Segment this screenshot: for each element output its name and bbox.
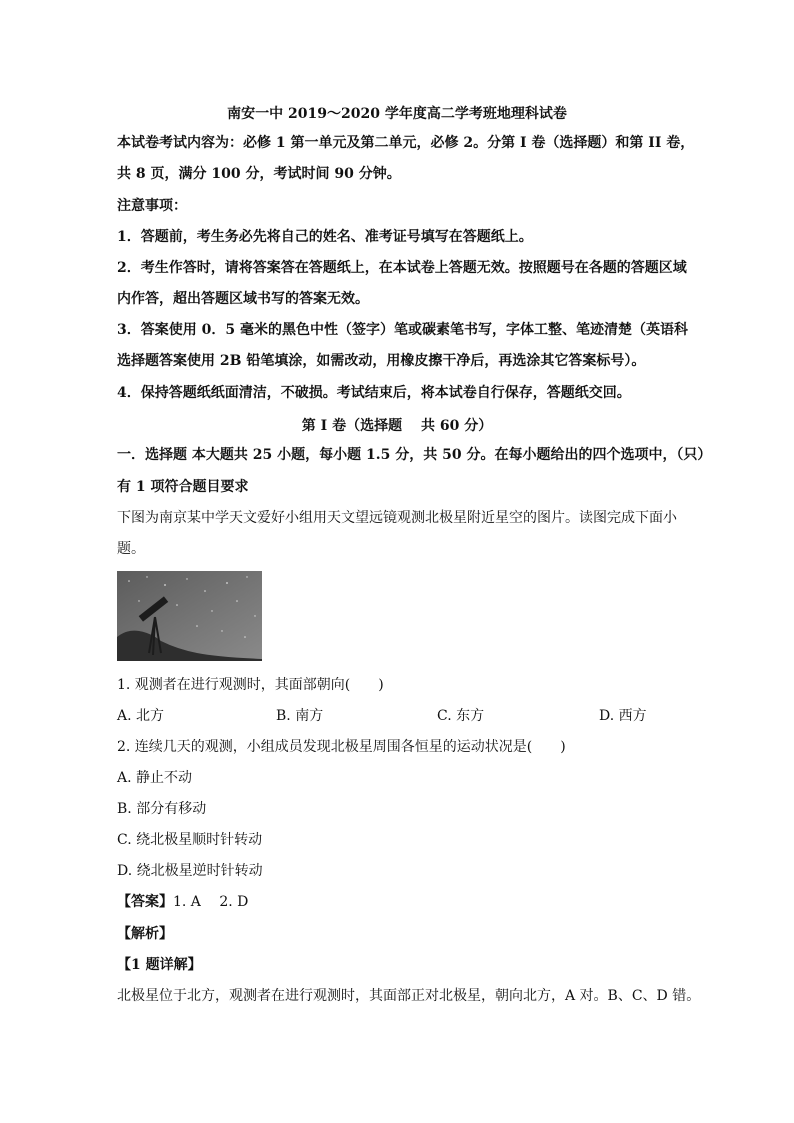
part1-line-1: 一．选择题 本大题共 25 小题，每小题 1.5 分，共 50 分。在每小题给出的四个选项中，（只）	[117, 447, 712, 463]
telescope-night-sky-image	[117, 571, 262, 661]
q1-option-a: A. 北方	[117, 708, 165, 724]
q1-option-b: B. 南方	[276, 708, 324, 724]
detail-heading: 【1 题详解】	[117, 957, 202, 973]
answer-line	[117, 893, 687, 911]
intro-line-2: 共 8 页，满分 100 分，考试时间 90 分钟。	[117, 166, 401, 182]
notes-heading: 注意事项：	[117, 198, 187, 214]
stem-line-1: 下图为南京某中学天文爱好小组用天文望远镜观测北极星附近星空的图片。读图完成下面小	[117, 510, 677, 526]
exam-title: 南安一中 2019～2020 学年度高二学考班地理科试卷	[227, 106, 567, 122]
note-item: 4．保持答题纸纸面清洁，不破损。考试结束后，将本试卷自行保存，答题纸交回。	[117, 385, 631, 401]
q2-option-b: B. 部分有移动	[117, 801, 207, 817]
q2-option-a: A. 静止不动	[117, 770, 193, 786]
note-item: 2．考生作答时，请将答案答在答题纸上，在本试卷上答题无效。按照题号在各题的答题区域	[117, 260, 687, 276]
answer-value: 1. A 2. D	[173, 894, 249, 910]
q1-option-d: D. 西方	[599, 708, 647, 724]
note-item: 1．答题前，考生务必先将自己的姓名、准考证号填写在答题纸上。	[117, 229, 533, 245]
q1-option-c: C. 东方	[437, 708, 485, 724]
q2-option-c: C. 绕北极星顺时针转动	[117, 832, 263, 848]
section-title: 第 I 卷（选择题 共 60 分）	[301, 418, 493, 434]
explanation-text: 北极星位于北方，观测者在进行观测时，其面部正对北极星，朝向北方，A 对。B、C、D 错。	[117, 988, 701, 1004]
stem-line-2: 题。	[117, 541, 145, 557]
question-2: 2. 连续几天的观测，小组成员发现北极星周围各恒星的运动状况是( )	[117, 739, 566, 755]
note-item: 选择题答案使用 2B 铅笔填涂，如需改动，用橡皮擦干净后，再选涂其它答案标号）。	[117, 353, 646, 369]
telescope-photo	[117, 571, 262, 661]
part1-line-2: 有 1 项符合题目要求	[117, 479, 249, 495]
question-1: 1. 观测者在进行观测时，其面部朝向( )	[117, 677, 384, 693]
analysis-heading: 【解析】	[117, 926, 173, 942]
intro-line-1: 本试卷考试内容为：必修 1 第一单元及第二单元，必修 2。分第 I 卷（选择题）和第 II 卷，	[117, 135, 695, 151]
q2-option-d: D. 绕北极星逆时针转动	[117, 863, 263, 879]
note-item: 3．答案使用 0．5 毫米的黑色中性（签字）笔或碳素笔书写，字体工整、笔迹清楚（英语科	[117, 322, 688, 338]
answer-label: 【答案】	[117, 894, 173, 910]
note-item: 内作答，超出答题区域书写的答案无效。	[117, 291, 369, 307]
